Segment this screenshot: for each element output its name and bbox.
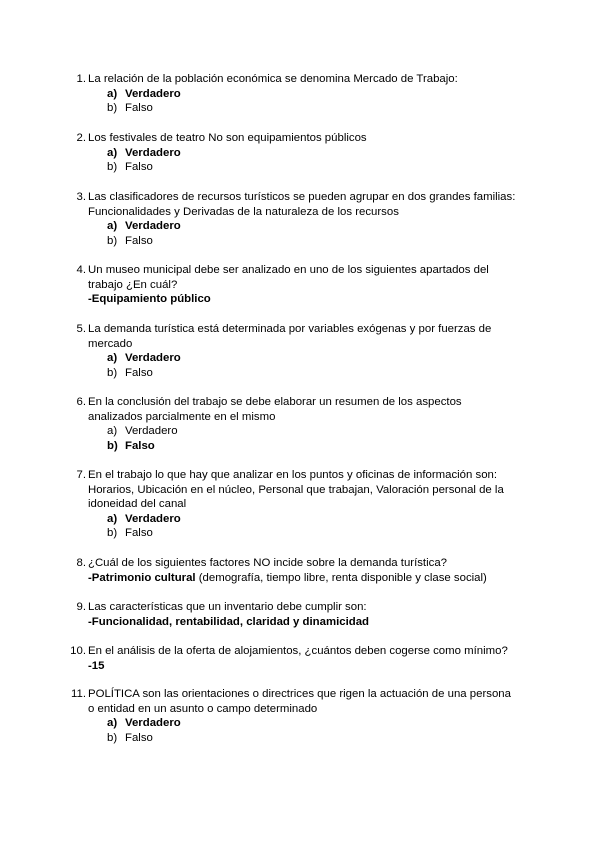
option-text: Falso [125,439,155,452]
question-6 [76,395,528,453]
question-3 [76,190,528,248]
options-list [107,512,528,541]
options-list [107,219,528,248]
question-11 [71,687,528,745]
question-1 [76,72,528,116]
question-text: Un museo municipal debe ser analizado en uno de los siguientes apartados del [88,264,489,276]
option-text: Falso [125,234,153,247]
option-label: b) [107,234,118,247]
answer-bold: -Equipamiento público [88,293,211,306]
question-number: 10. [70,645,86,657]
option-text: Falso [125,527,153,540]
option-label: a) [107,425,118,438]
option-text: Falso [125,731,153,744]
option-b [107,101,528,116]
question-text: En el análisis de la oferta de alojamientos, ¿cuántos deben cogerse como mínimo? [88,645,508,657]
option-a [107,424,528,439]
question-text: mercado [88,337,133,350]
answer-detail: (demografía, tiempo libre, renta disponible y clase social) [195,571,487,584]
question-10 [70,644,528,673]
options-list [107,716,528,745]
option-a [107,512,528,527]
option-label: b) [107,366,118,379]
options-list [107,146,528,175]
question-text: idoneidad del canal [88,498,187,511]
question-number: 9. [76,601,86,613]
question-number: 6. [76,396,86,408]
option-b [107,234,528,249]
option-a [107,716,528,731]
option-text: Verdadero [125,717,181,730]
option-a [107,87,528,102]
question-number: 2. [76,132,86,144]
option-b [107,439,528,454]
options-list [107,87,528,116]
question-text: Horarios, Ubicación en el núcleo, Personal que trabajan, Valoración personal de la [88,483,504,496]
question-number: 7. [76,469,86,481]
question-number: 8. [76,557,86,569]
question-number: 3. [76,191,86,203]
question-text: Los festivales de teatro No son equipamientos públicos [88,132,367,144]
option-label: b) [107,161,118,174]
question-4 [76,263,528,307]
answer [88,571,528,586]
question-text: analizados parcialmente en el mismo [88,410,276,423]
option-a [107,219,528,234]
option-b [107,160,528,175]
option-text: Verdadero [125,425,178,438]
option-a [107,146,528,161]
option-label: a) [107,717,118,730]
option-label: a) [107,512,118,525]
option-label: b) [107,527,118,540]
option-label: b) [107,731,118,744]
question-text: La demanda turística está determinada por variables exógenas y por fuerzas de [88,323,492,335]
question-number: 4. [76,264,86,276]
question-9 [76,600,528,629]
option-text: Verdadero [125,512,181,525]
option-text: Falso [125,161,153,174]
answer [88,659,528,674]
question-text: Las características que un inventario debe cumplir son: [88,601,367,613]
option-text: Verdadero [125,146,181,159]
question-text: POLÍTICA son las orientaciones o directrices que rigen la actuación de una persona [88,688,511,700]
question-5 [76,322,528,380]
question-text: ¿Cuál de los siguientes factores NO incide sobre la demanda turística? [88,557,447,569]
option-label: a) [107,87,118,100]
option-a [107,351,528,366]
question-number: 1. [76,73,86,85]
answer [88,615,528,630]
option-text: Verdadero [125,352,181,365]
question-text: En la conclusión del trabajo se debe elaborar un resumen de los aspectos [88,396,462,408]
question-number: 11. [71,688,86,700]
question-number: 5. [76,323,86,335]
answer-bold: -Funcionalidad, rentabilidad, claridad y dinamicidad [88,615,370,628]
question-text: En el trabajo lo que hay que analizar en los puntos y oficinas de información son: [88,469,498,481]
option-label: a) [107,146,118,159]
option-label: b) [107,439,118,452]
options-list [107,351,528,380]
question-7 [76,468,528,541]
question-8 [76,556,528,585]
option-label: a) [107,220,118,233]
option-label: a) [107,352,118,365]
question-2 [76,131,528,175]
option-text: Verdadero [125,220,181,233]
answer [88,292,528,307]
option-b [107,526,528,541]
answer-bold: -15 [88,659,105,672]
option-label: b) [107,102,118,115]
question-text: trabajo ¿En cuál? [88,278,178,291]
question-text: La relación de la población económica se denomina Mercado de Trabajo: [88,73,458,85]
options-list [107,424,528,453]
option-b [107,731,528,746]
option-text: Verdadero [125,87,181,100]
option-text: Falso [125,102,153,115]
question-text: o entidad en un asunto o campo determinado [88,702,318,715]
question-text: Las clasificadores de recursos turísticos se pueden agrupar en dos grandes familias: [88,191,516,203]
option-b [107,366,528,381]
answer-bold: -Patrimonio cultural [88,571,196,584]
option-text: Falso [125,366,153,379]
question-text: Funcionalidades y Derivadas de la naturaleza de los recursos [88,205,399,218]
